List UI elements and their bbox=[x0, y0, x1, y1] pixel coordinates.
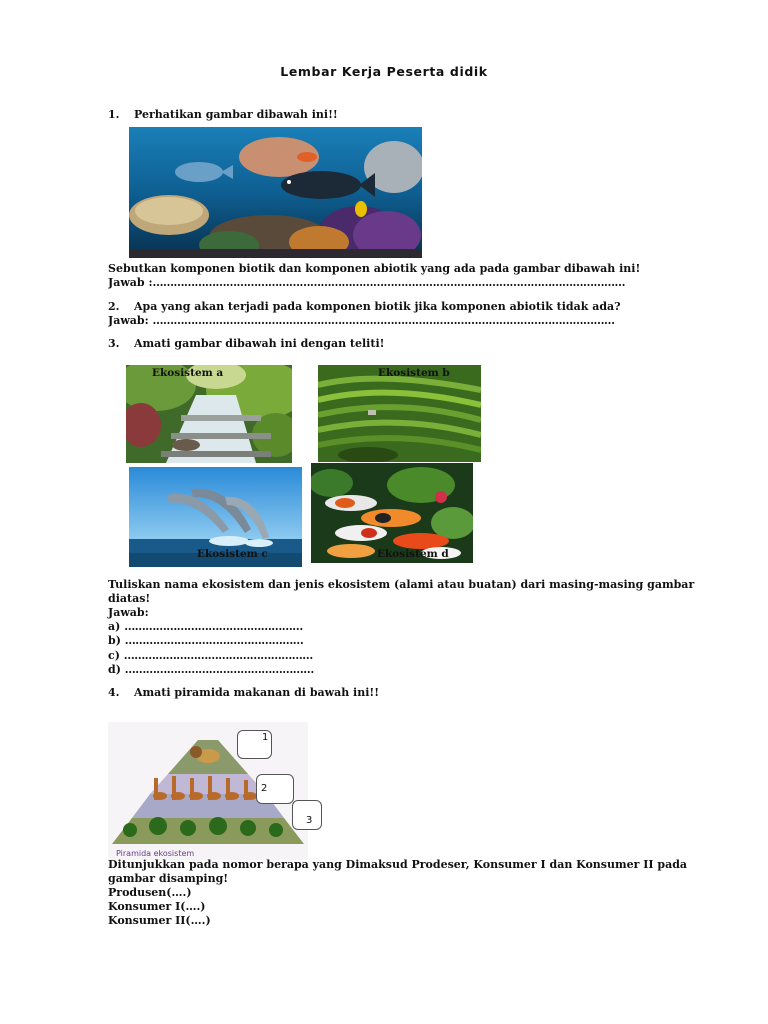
item-produsen[interactable] bbox=[108, 886, 192, 900]
answer-a-dots: …………………………………………… bbox=[124, 620, 303, 633]
question-1 bbox=[108, 108, 338, 122]
answer-label: Jawab: bbox=[108, 314, 149, 327]
question-1-text: Perhatikan gambar dibawah ini!! bbox=[134, 108, 338, 121]
callout-3 bbox=[292, 800, 322, 830]
answer-d-dots: ……………………………………………… bbox=[124, 663, 314, 676]
ecosystem-a-caption: Ekosistem a bbox=[152, 367, 224, 379]
question-3-number: 3. bbox=[108, 337, 120, 350]
item-produsen-label: Produsen bbox=[108, 886, 167, 899]
ecosystem-a-image bbox=[126, 365, 292, 463]
answer-b[interactable] bbox=[108, 634, 303, 648]
question-3-answer-label: Jawab: bbox=[108, 606, 149, 619]
item-konsumer-2[interactable] bbox=[108, 914, 211, 928]
ecosystem-b-caption: Ekosistem b bbox=[378, 367, 450, 379]
answer-d[interactable] bbox=[108, 663, 314, 677]
ecosystem-b-image bbox=[318, 365, 481, 462]
question-4-number: 4. bbox=[108, 686, 120, 699]
question-4-prompt-2: gambar disamping! bbox=[108, 872, 229, 885]
answer-a-label: a) bbox=[108, 620, 121, 633]
question-1-number: 1. bbox=[108, 108, 120, 121]
question-4-prompt-1: Ditunjukkan pada nomor berapa yang Dimaksud Prodeser, Konsumer I dan Konsumer II pada bbox=[108, 858, 688, 871]
question-2 bbox=[108, 300, 621, 314]
answer-a[interactable] bbox=[108, 620, 303, 634]
callout-2-number: 2 bbox=[261, 783, 268, 794]
question-3-text: Amati gambar dibawah ini dengan teliti! bbox=[134, 337, 385, 350]
answer-b-dots: …………………………………………… bbox=[124, 634, 304, 647]
answer-label: Jawab : bbox=[108, 276, 153, 289]
question-3-instruction-2: diatas! bbox=[108, 592, 151, 605]
callout-2 bbox=[256, 774, 294, 804]
answer-c-dots: ……………………………………………… bbox=[123, 649, 313, 662]
callout-3-number: 3 bbox=[306, 815, 313, 826]
worksheet-title: Lembar Kerja Peserta didik bbox=[280, 64, 488, 79]
question-4-text: Amati piramida makanan di bawah ini!! bbox=[134, 686, 380, 699]
coral-reef-image bbox=[129, 127, 422, 258]
question-2-answer-line[interactable] bbox=[108, 314, 668, 328]
ecosystem-d-caption: Ekosistem d bbox=[377, 548, 449, 560]
question-4 bbox=[108, 686, 379, 700]
question-2-number: 2. bbox=[108, 300, 120, 313]
answer-c[interactable] bbox=[108, 649, 313, 663]
callout-1-number: 1 bbox=[262, 732, 269, 743]
question-1-answer-line[interactable] bbox=[108, 276, 668, 290]
item-konsumer-1-blank: (….) bbox=[180, 900, 206, 913]
answer-dots: ……………………………………………………………………………………………………………………… bbox=[152, 276, 626, 289]
pyramid-caption: Piramida ekosistem bbox=[116, 849, 195, 858]
item-konsumer-2-blank: (….) bbox=[185, 914, 211, 927]
question-3-instruction-1: Tuliskan nama ekosistem dan jenis ekosistem (alami atau buatan) dari masing-masing gambar bbox=[108, 578, 695, 591]
item-konsumer-1-label: Konsumer I bbox=[108, 900, 181, 913]
question-2-text: Apa yang akan terjadi pada komponen biotik jika komponen abiotik tidak ada? bbox=[134, 300, 621, 313]
ecosystem-c-caption: Ekosistem c bbox=[197, 548, 268, 560]
item-konsumer-2-label: Konsumer II bbox=[108, 914, 186, 927]
question-1-prompt: Sebutkan komponen biotik dan komponen abiotik yang ada pada gambar dibawah ini! bbox=[108, 262, 641, 275]
answer-dots: …………………………………………………………………………………………………………………… bbox=[152, 314, 615, 327]
item-konsumer-1[interactable] bbox=[108, 900, 206, 914]
answer-b-label: b) bbox=[108, 634, 121, 647]
answer-c-label: c) bbox=[108, 649, 120, 662]
callout-1 bbox=[237, 730, 272, 759]
question-3 bbox=[108, 337, 384, 351]
answer-d-label: d) bbox=[108, 663, 121, 676]
item-produsen-blank: (….) bbox=[166, 886, 192, 899]
